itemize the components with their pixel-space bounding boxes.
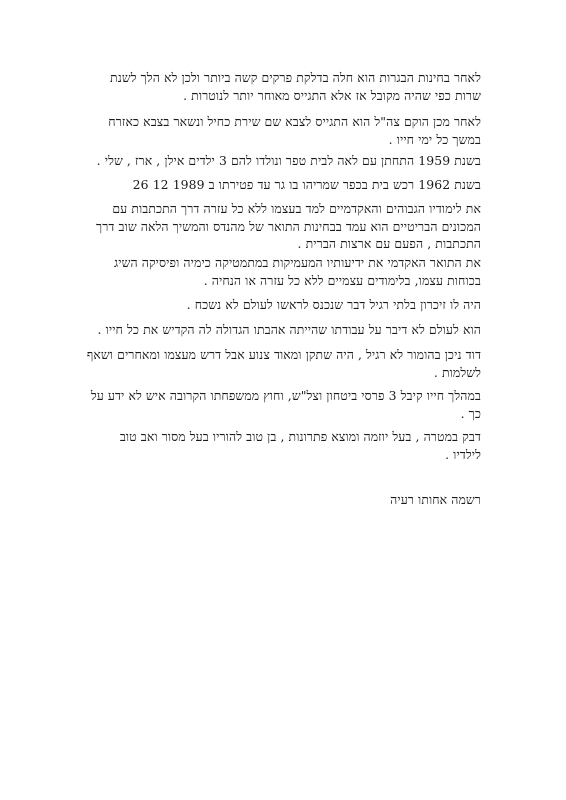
paragraph-character [86,346,481,381]
text-line: דבק במטרה , בעל יוזמה ומוצא פתרונות , בן טוב להוריו בעל מסור ואב טוב [119,429,481,444]
text-line: בשנת 1962 רכש בית בכפר שמריהו בו גר עד פטירתו ב 1989 12 26 [132,177,481,192]
text-line: דוד ניכן בהומור לא רגיל , היה שתקן ומאוד צנוע אבל דרש מעצמו ומאחרים ושאף [86,347,481,362]
signature-text: רשמה אחותו רעיה [390,492,481,507]
text-line: התכתבות , הפעם עם ארצות הברית . [297,236,481,252]
text-line: את התואר האקדמי את ידיעותיו המעמיקות במתמטיקה כימיה ופיסיקה השיג [114,255,481,270]
text-line: היה לו זיכרון בלתי רגיל דבר שנכנס לראשו לעולם לא נשכח . [186,297,481,312]
paragraph-studies [96,200,481,253]
text-line: לאחר בחינות הבגרות הוא חלה בדלקת פרקים קשה ביותר ולכן לא הלך לשנת [110,70,481,85]
text-line: את לימודיו הגבוהים והאקדמיים למד בעצמו ללא כל עזרה דרך התכתבות עם [112,201,481,216]
text-line: שרות כפי שהיה מקובל אז אלא התגייס מאוחר יותר לנוטרות . [183,87,481,103]
paragraph-degree [100,254,481,289]
paragraph-marriage [96,152,481,170]
text-line: במשך כל ימי חייו . [388,131,481,147]
text-line: הוא לעולם לא דיבר על עבודתו שהייתה אהבתו הגדולה לה הקדיש את כל חייו . [97,322,481,337]
paragraph-illness [100,69,481,104]
paragraph-memory [100,296,481,314]
paragraph-work [97,321,481,339]
paragraph-family [100,428,481,463]
text-line: לאחר מכן הוקם צה"ל הוא התגייס לצבא שם שירת כחיל ונשאר בצבא כאזרח [108,114,481,129]
paragraph-army [100,113,481,148]
text-line: המכונים הבריטיים הוא עמד בבחינות התואר של מהנדס והמשיך הלאה שוב דרך [96,218,481,234]
text-line: בכוחות עצמו, בלימודים עצמיים ללא כל עזרה או הנחיה . [203,272,481,288]
paragraph-awards [90,387,481,422]
text-line: במהלך חייו קיבל 3 פרסי ביטחון וצל"ש, וחוץ ממשפחתו הקרובה איש לא ידע על [90,388,481,403]
text-line: לילדיו . [445,446,481,462]
paragraph-house [100,176,481,194]
signature-line [100,491,481,509]
text-line: בשנת 1959 התחתן עם לאה לבית טפר ונולדו להם 3 ילדים אילן , ארז , שלי . [96,153,481,168]
text-line: לשלמות . [433,364,481,380]
text-line: כך . [460,405,481,421]
